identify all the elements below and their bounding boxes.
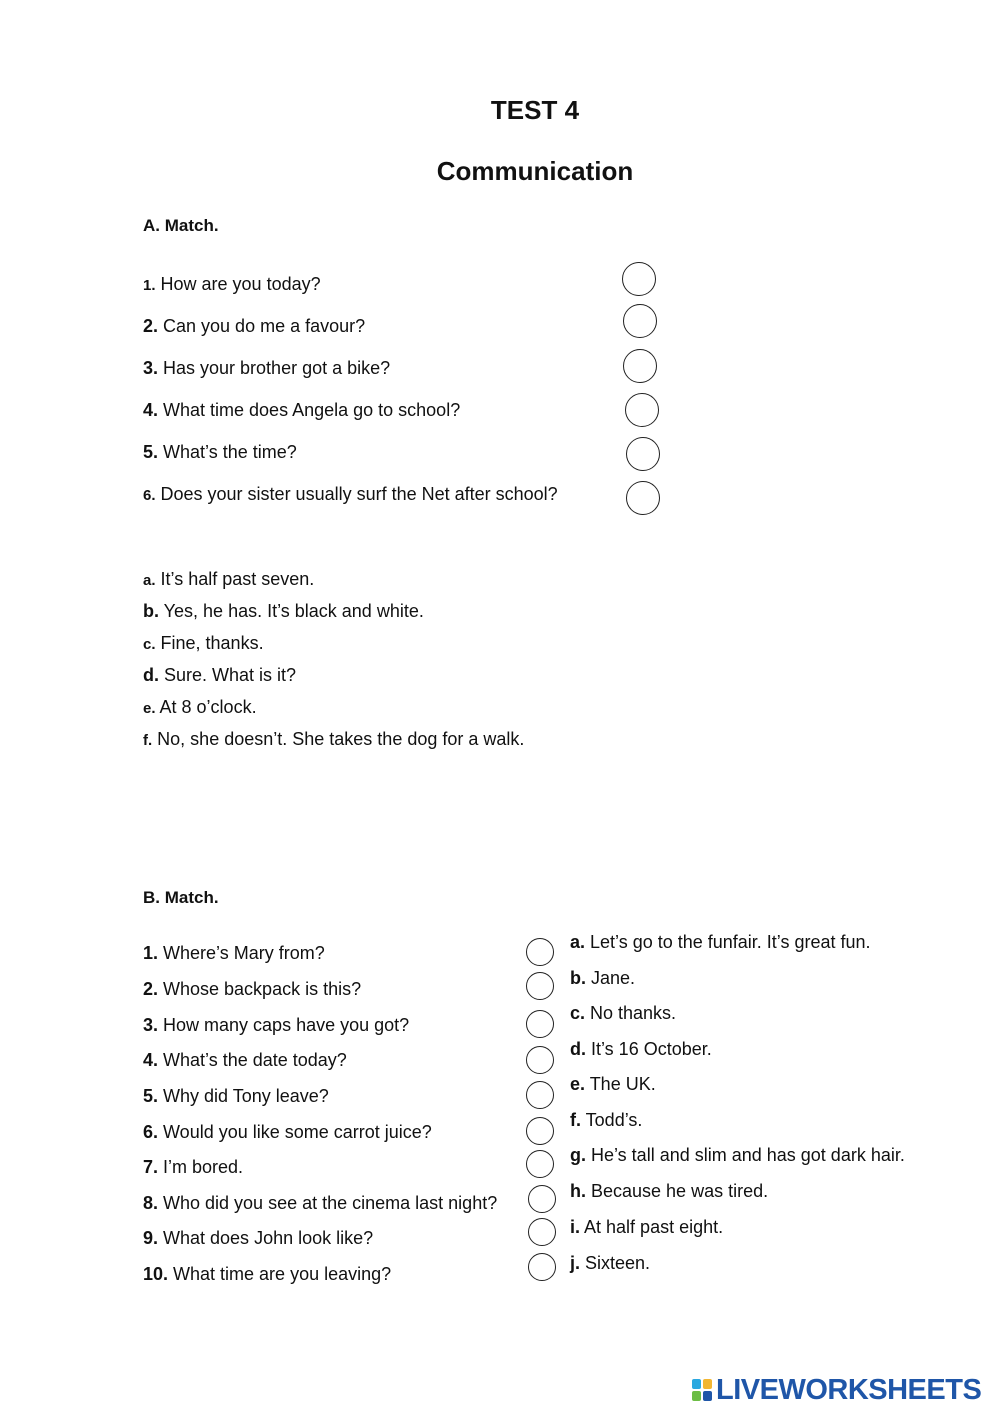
section-a-question-2: 2. Can you do me a favour?: [143, 316, 366, 336]
answer-input-b1[interactable]: [526, 938, 554, 966]
section-b-question-6: 6. Would you like some carrot juice?: [143, 1122, 432, 1142]
section-b-answer-g: g. He’s tall and slim and has got dark hair.: [570, 1145, 905, 1165]
section-a-question-4: 4. What time does Angela go to school?: [143, 400, 461, 420]
answer-input-a1[interactable]: [622, 262, 656, 296]
section-a-answer-d: d. Sure. What is it?: [143, 665, 297, 685]
section-b-question-1: 1. Where’s Mary from?: [143, 943, 325, 963]
section-b-question-7: 7. I’m bored.: [143, 1157, 244, 1177]
section-a-heading: A. Match.: [143, 216, 219, 235]
section-b-answer-b: b. Jane.: [570, 968, 636, 988]
section-b-answer-e: e. The UK.: [570, 1074, 656, 1094]
answer-input-a2[interactable]: [623, 304, 657, 338]
section-b-question-10: 10. What time are you leaving?: [143, 1264, 392, 1284]
section-b-answer-c: c. No thanks.: [570, 1003, 677, 1023]
answer-input-a4[interactable]: [625, 393, 659, 427]
section-b-question-9: 9. What does John look like?: [143, 1228, 374, 1248]
answer-input-b7[interactable]: [526, 1150, 554, 1178]
liveworksheets-logo-icon: [692, 1377, 714, 1403]
section-b-question-4: 4. What’s the date today?: [143, 1050, 347, 1070]
page-subtitle: Communication: [436, 156, 634, 186]
answer-input-a3[interactable]: [623, 349, 657, 383]
answer-input-b2[interactable]: [526, 972, 554, 1000]
answer-input-b8[interactable]: [528, 1185, 556, 1213]
answer-input-a6[interactable]: [626, 481, 660, 515]
section-b-answer-f: f. Todd’s.: [570, 1110, 643, 1130]
answer-input-a5[interactable]: [626, 437, 660, 471]
section-b-answer-i: i. At half past eight.: [570, 1217, 724, 1237]
section-b-answer-h: h. Because he was tired.: [570, 1181, 769, 1201]
section-a-question-6: 6. Does your sister usually surf the Net after school?: [143, 484, 558, 504]
section-b-question-3: 3. How many caps have you got?: [143, 1015, 410, 1035]
section-a-answer-e: e. At 8 o’clock.: [143, 697, 257, 717]
answer-input-b6[interactable]: [526, 1117, 554, 1145]
liveworksheets-logo[interactable]: [692, 1374, 981, 1406]
section-a-question-3: 3. Has your brother got a bike?: [143, 358, 391, 378]
section-a-answer-c: c. Fine, thanks.: [143, 633, 264, 653]
section-a-answer-b: b. Yes, he has. It’s black and white.: [143, 601, 424, 621]
section-a-answer-a: a. It’s half past seven.: [143, 569, 315, 589]
section-a-answer-f: f. No, she doesn’t. She takes the dog for a walk.: [143, 729, 525, 749]
section-b-answer-a: a. Let’s go to the funfair. It’s great fun.: [570, 932, 871, 952]
answer-input-b9[interactable]: [528, 1218, 556, 1246]
section-b-question-2: 2. Whose backpack is this?: [143, 979, 362, 999]
answer-input-b4[interactable]: [526, 1046, 554, 1074]
liveworksheets-logo-text: LIVEWORKSHEETS: [716, 1373, 982, 1406]
page-title: TEST 4: [490, 95, 580, 125]
answer-input-b10[interactable]: [528, 1253, 556, 1281]
answer-input-b5[interactable]: [526, 1081, 554, 1109]
answer-input-b3[interactable]: [526, 1010, 554, 1038]
section-b-heading: B. Match.: [143, 888, 219, 907]
section-b-answer-d: d. It’s 16 October.: [570, 1039, 712, 1059]
section-a-question-5: 5. What’s the time?: [143, 442, 297, 462]
section-b-answer-j: j. Sixteen.: [570, 1253, 651, 1273]
section-a-question-1: 1. How are you today?: [143, 274, 321, 294]
section-b-question-5: 5. Why did Tony leave?: [143, 1086, 329, 1106]
section-b-question-8: 8. Who did you see at the cinema last night?: [143, 1193, 498, 1213]
